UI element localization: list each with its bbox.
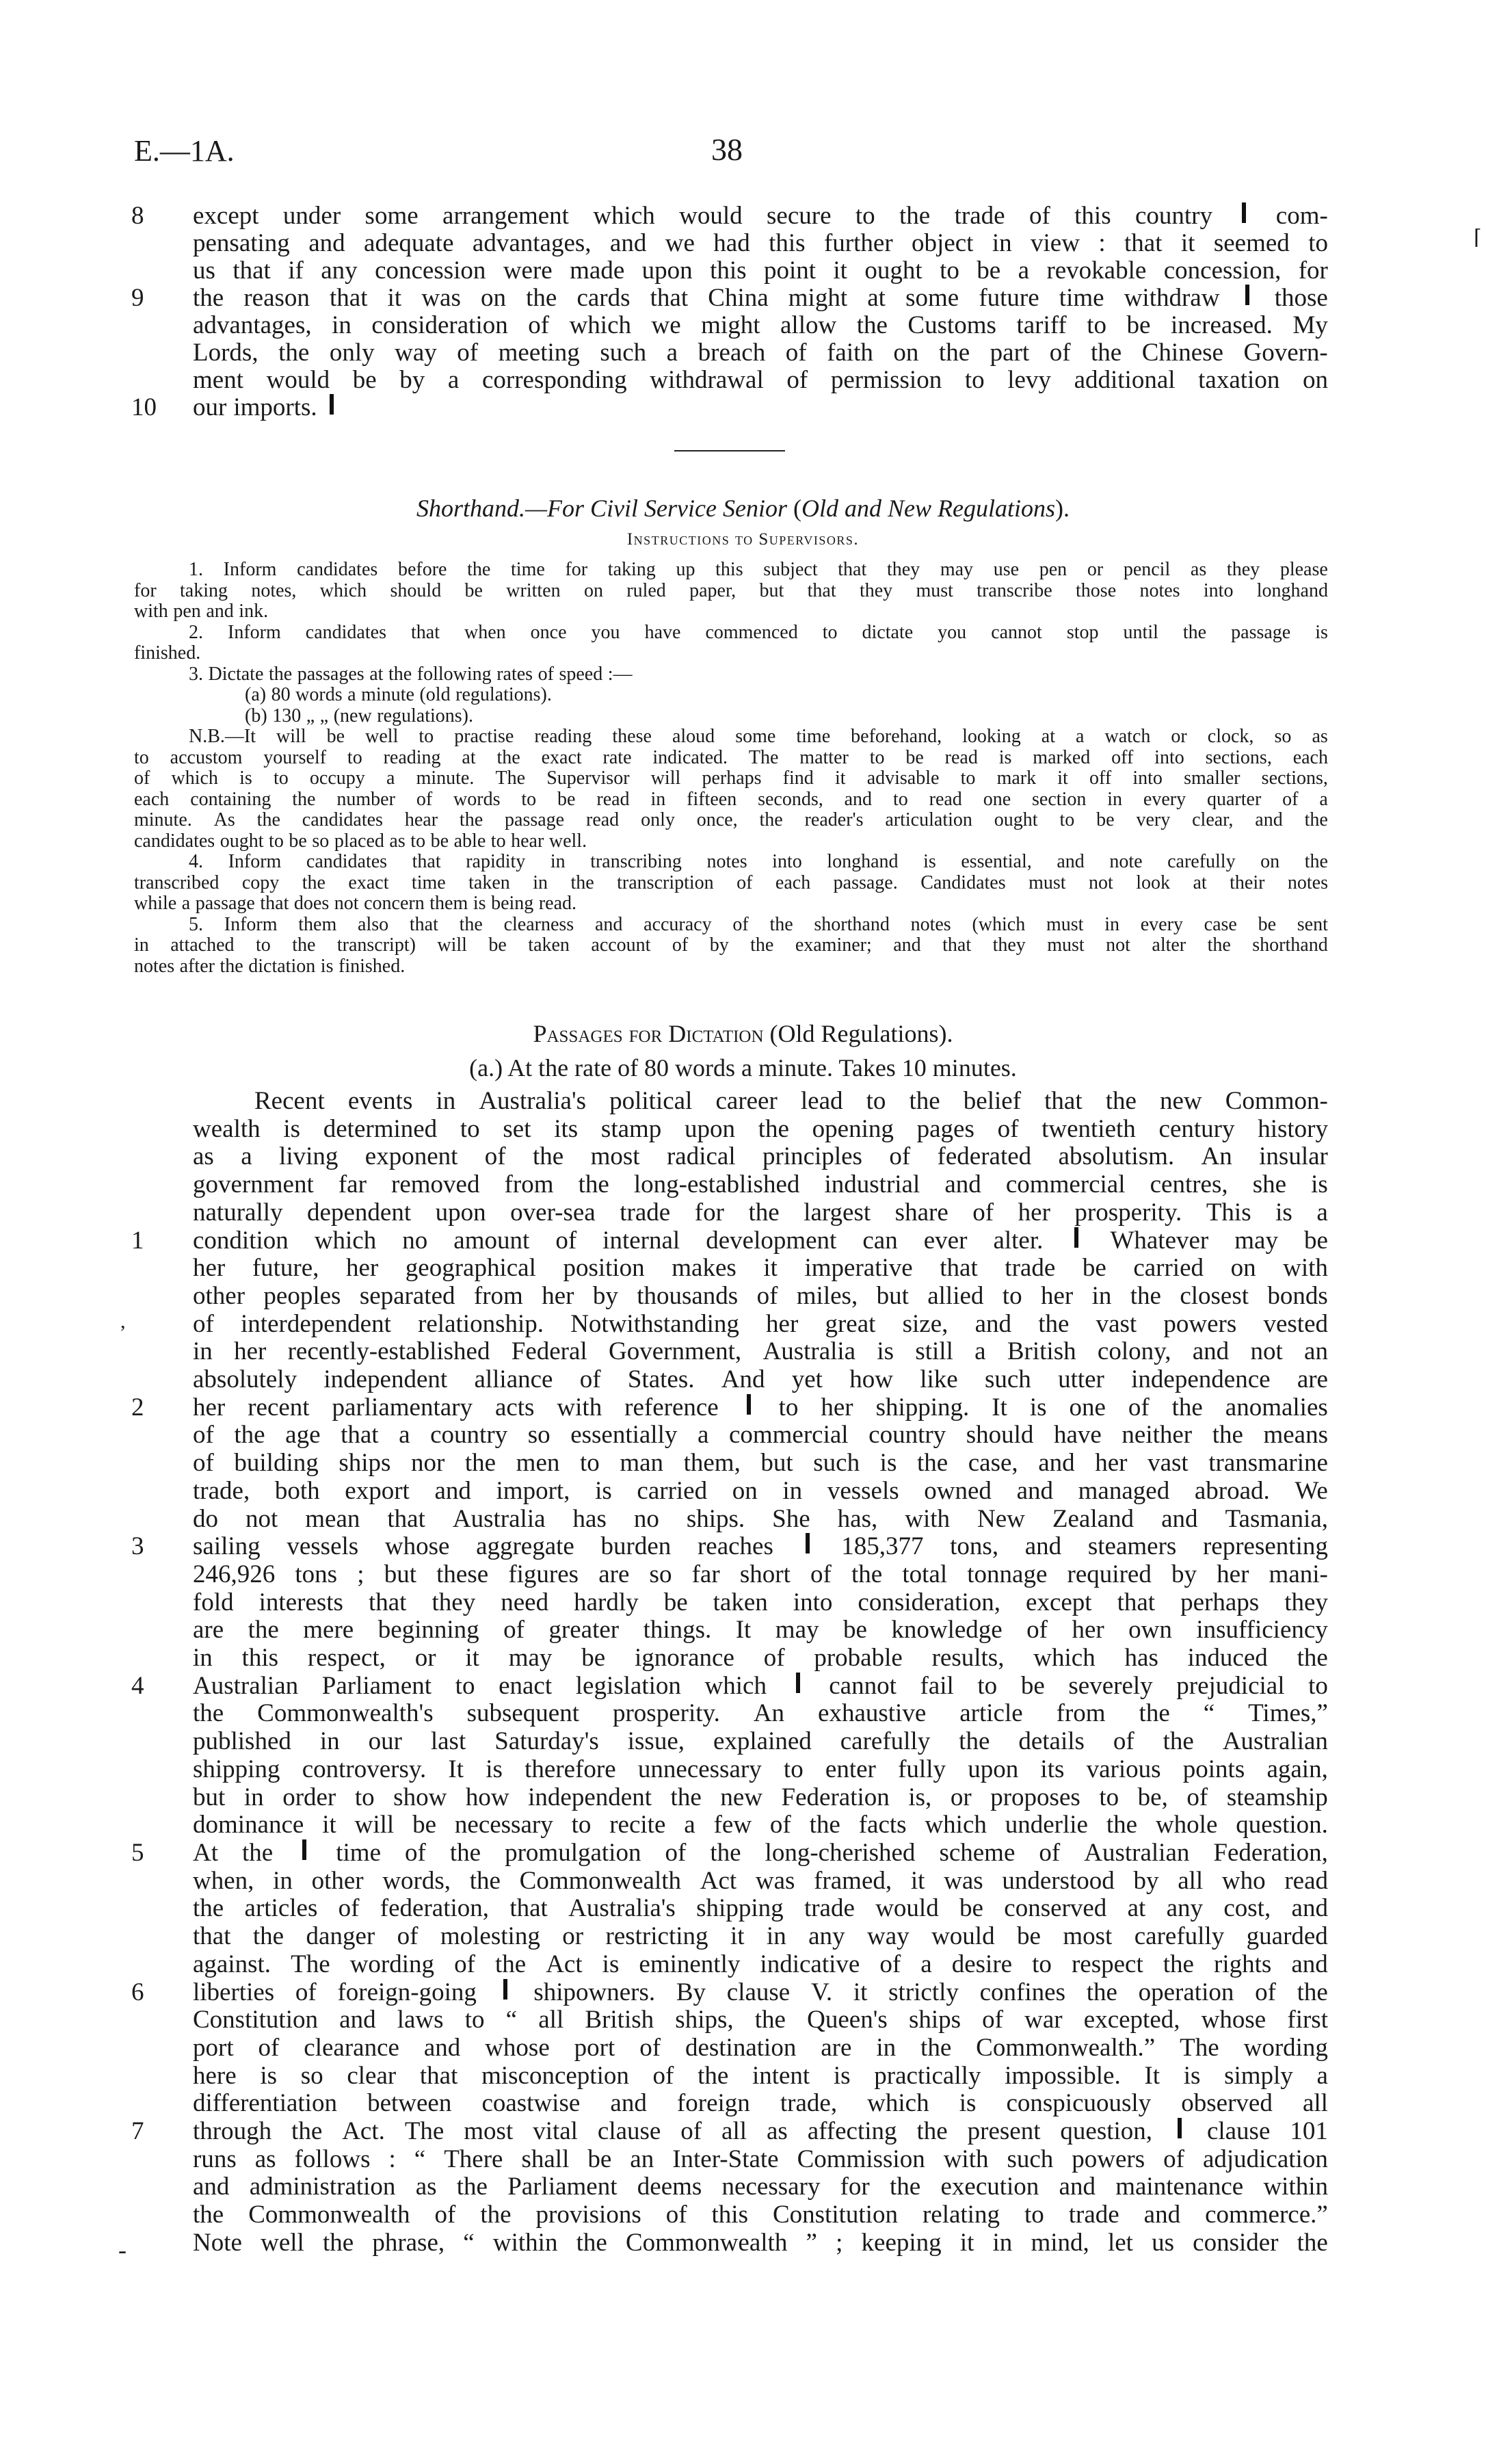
text-line: sailing vessels whose aggregate burden reaches 185,377 tons, and steamers representing: [193, 1532, 1328, 1561]
text-line: the reason that it was on the cards that China might at some future time withdraw those: [193, 284, 1328, 312]
text-line: trade, both export and import, is carried on in vessels owned and managed abroad. We: [193, 1476, 1328, 1505]
section-break-marker: [302, 1839, 306, 1860]
text-line: except under some arrangement which would secure to the trade of this country com-: [193, 202, 1328, 230]
instruction-line: candidates ought to be so placed as to be able to hear well.: [134, 830, 587, 852]
text-line: port of clearance and whose port of destination are in the Commonwealth.” The wording: [193, 2033, 1328, 2062]
section-number: 9: [131, 284, 144, 312]
passages-heading: Passages for Dictation (Old Regulations).: [533, 1020, 953, 1047]
section-break-marker: [503, 1979, 507, 2000]
instruction-line: minute. As the candidates hear the passage read only once, the reader's articulation ought to be very clear, and the: [134, 809, 1328, 830]
text-line: of interdependent relationship. Notwithstanding her great size, and the vast powers vested: [193, 1309, 1328, 1338]
section-break-marker: [1074, 1227, 1078, 1248]
instruction-line: (a) 80 words a minute (old regulations).: [245, 684, 552, 705]
instruction-line: 1. Inform candidates before the time for taking up this subject that they may use pen or pencil as they please: [189, 559, 1328, 580]
text-line: absolutely independent alliance of States. And yet how like such utter independence are: [193, 1365, 1328, 1394]
text-line: her future, her geographical position makes it imperative that trade be carried on with: [193, 1254, 1328, 1283]
text-line: here is so clear that misconception of the intent is practically impossible. It is simply a: [193, 2061, 1328, 2090]
margin-dash: -: [118, 2236, 127, 2264]
text-line: Constitution and laws to “ all British ships, the Queen's ships of war excepted, whose first: [193, 2006, 1328, 2034]
text-line: Lords, the only way of meeting such a breach of faith on the part of the Chinese Govern-: [193, 339, 1328, 367]
text-line: Note well the phrase, “ within the Commonwealth ” ; keeping it in mind, let us consider the: [193, 2228, 1328, 2257]
text-line: shipping controversy. It is therefore unnecessary to enter fully upon its various points again,: [193, 1755, 1328, 1783]
text-line: naturally dependent upon over-sea trade for the largest share of her prosperity. This is a: [193, 1198, 1328, 1227]
instruction-line: (b) 130 „ „ (new regulations).: [245, 705, 473, 726]
text-line: in her recently-established Federal Government, Australia is still a British colony, and not an: [193, 1337, 1328, 1366]
instruction-line: for taking notes, which should be written on ruled paper, but that they must transcribe those notes into longhand: [134, 579, 1328, 601]
text-line: dominance it will be necessary to recite a few of the facts which underlie the whole question.: [193, 1811, 1328, 1839]
instruction-line: to accustom yourself to reading at the exact rate indicated. The matter to be read is marked off into sections, each: [134, 746, 1328, 768]
page-number: 38: [711, 132, 743, 167]
section-number: 8: [131, 202, 144, 230]
section-break-marker: [796, 1673, 800, 1693]
text-line: At the time of the promulgation of the long-cherished scheme of Australian Federation,: [193, 1838, 1328, 1867]
text-line: of the age that a country so essentially a commercial country should have neither the means: [193, 1421, 1328, 1450]
text-line: that the danger of molesting or restricting it in any way would be most carefully guarded: [193, 1922, 1328, 1951]
instruction-line: of which is to occupy a minute. The Supervisor will perhaps find it advisable to mark it off into smaller sections,: [134, 768, 1328, 789]
text-line: advantages, in consideration of which we might allow the Customs tariff to be increased. My: [193, 311, 1328, 339]
instruction-line: 5. Inform them also that the clearness and accuracy of the shorthand notes (which must in every case be sent: [189, 913, 1328, 935]
text-line: Recent events in Australia's political career lead to the belief that the new Common-: [254, 1087, 1328, 1115]
instruction-line: in attached to the transcript) will be taken account of by the examiner; and that they must not alter the shorthand: [134, 934, 1328, 956]
section-break-marker: [747, 1394, 751, 1415]
section-break-marker: [1178, 2118, 1182, 2138]
text-line: condition which no amount of internal development can ever alter. Whatever may be: [193, 1226, 1328, 1255]
instruction-line: with pen and ink.: [134, 601, 269, 622]
section-number: 5: [131, 1838, 144, 1867]
section-break-marker: [330, 394, 334, 415]
text-line: pensating and adequate advantages, and we had this further object in view : that it seemed to: [193, 229, 1328, 257]
margin-dot: ,: [120, 1310, 126, 1333]
instruction-line: each containing the number of words to be read in fifteen seconds, and to read one section in every quarter of a: [134, 788, 1328, 810]
text-line: differentiation between coastwise and foreign trade, which is conspicuously observed all: [193, 2089, 1328, 2118]
text-line: when, in other words, the Commonwealth Act was framed, it was understood by all who read: [193, 1866, 1328, 1895]
text-line: but in order to show how independent the new Federation is, or proposes to be, of steamship: [193, 1783, 1328, 1811]
text-line: published in our last Saturday's issue, explained carefully the details of the Australian: [193, 1727, 1328, 1756]
section-number: 4: [131, 1671, 144, 1700]
instruction-line: N.B.—It will be well to practise reading these aloud some time beforehand, looking at a watch or clock, so as: [189, 726, 1328, 747]
dictation-passage: [131, 1087, 1328, 2257]
section-subtitle: Instructions to Supervisors.: [626, 530, 860, 549]
text-line: do not mean that Australia has no ships. She has, with New Zealand and Tasmania,: [193, 1504, 1328, 1533]
text-line: 246,926 tons ; but these figures are so far short of the total tonnage required by her mani-: [193, 1560, 1328, 1588]
section-break-marker: [806, 1533, 810, 1554]
text-line: ment would be by a corresponding withdrawal of permission to levy additional taxation on: [193, 366, 1328, 394]
section-divider: [674, 450, 785, 451]
section-break-marker: [1242, 202, 1246, 223]
text-line: government far removed from the long-established industrial and commercial centres, she is: [193, 1170, 1328, 1199]
text-line: wealth is determined to set its stamp upon the opening pages of twentieth century history: [193, 1114, 1328, 1143]
page-code: E.—1A.: [134, 134, 235, 168]
section-number: 3: [131, 1532, 144, 1561]
instruction-line: while a passage that does not concern them is being read.: [134, 893, 577, 914]
text-line: through the Act. The most vital clause of all as affecting the present question, clause 101: [193, 2117, 1328, 2146]
text-line: runs as follows : “ There shall be an Inter-State Commission with such powers of adjudication: [193, 2145, 1328, 2173]
instruction-line: notes after the dictation is finished.: [134, 955, 406, 977]
section-number: 10: [131, 393, 157, 421]
section-break-marker: [1245, 285, 1249, 305]
text-line: Australian Parliament to enact legislation which cannot fail to be severely prejudicial to: [193, 1671, 1328, 1700]
text-line: as a living exponent of the most radical principles of federated absolutism. An insular: [193, 1142, 1328, 1171]
section-number: 6: [131, 1978, 144, 2006]
text-line: other peoples separated from her by thousands of miles, but allied to her in the closest bonds: [193, 1281, 1328, 1310]
text-line: the Commonwealth of the provisions of this Constitution relating to trade and commerce.”: [193, 2201, 1328, 2229]
text-line: our imports.: [193, 394, 1328, 421]
instruction-line: 3. Dictate the passages at the following rates of speed :—: [189, 663, 633, 685]
text-line: us that if any concession were made upon this point it ought to be a revokable concession, for: [193, 257, 1328, 285]
margin-mark: ⌈: [1474, 226, 1482, 249]
instruction-line: finished.: [134, 642, 201, 664]
instruction-line: 2. Inform candidates that when once you have commenced to dictate you cannot stop until the passage is: [189, 621, 1328, 643]
text-line: liberties of foreign-going shipowners. By clause V. it strictly confines the operation of the: [193, 1978, 1328, 2006]
section-title: Shorthand.—For Civil Service Senior (Old and New Regulations).: [416, 495, 1070, 522]
instruction-line: transcribed copy the exact time taken in the transcription of each passage. Candidates must not look at their notes: [134, 871, 1328, 893]
text-line: her recent parliamentary acts with reference to her shipping. It is one of the anomalies: [193, 1393, 1328, 1421]
text-line: against. The wording of the Act is eminently indicative of a desire to respect the rights and: [193, 1950, 1328, 1978]
text-line: of building ships nor the men to man them, but such is the case, and her vast transmarine: [193, 1449, 1328, 1478]
section-number: 7: [131, 2117, 144, 2146]
text-line: the Commonwealth's subsequent prosperity. An exhaustive article from the “ Times,”: [193, 1699, 1328, 1728]
text-line: in this respect, or it may be ignorance of probable results, which has induced the: [193, 1644, 1328, 1673]
passages-subheading: (a.) At the rate of 80 words a minute. Takes 10 minutes.: [469, 1054, 1017, 1082]
top-paragraph: [131, 202, 1328, 421]
text-line: fold interests that they need hardly be taken into consideration, except that perhaps they: [193, 1588, 1328, 1616]
text-line: and administration as the Parliament deems necessary for the execution and maintenance within: [193, 2173, 1328, 2201]
instruction-line: 4. Inform candidates that rapidity in transcribing notes into longhand is essential, and note carefully on the: [189, 851, 1328, 872]
section-number: 1: [131, 1226, 144, 1255]
section-number: 2: [131, 1393, 144, 1421]
text-line: the articles of federation, that Australia's shipping trade would be conserved at any cost, and: [193, 1894, 1328, 1923]
text-line: are the mere beginning of greater things. It may be knowledge of her own insufficiency: [193, 1616, 1328, 1644]
instructions-block: [134, 560, 1328, 977]
